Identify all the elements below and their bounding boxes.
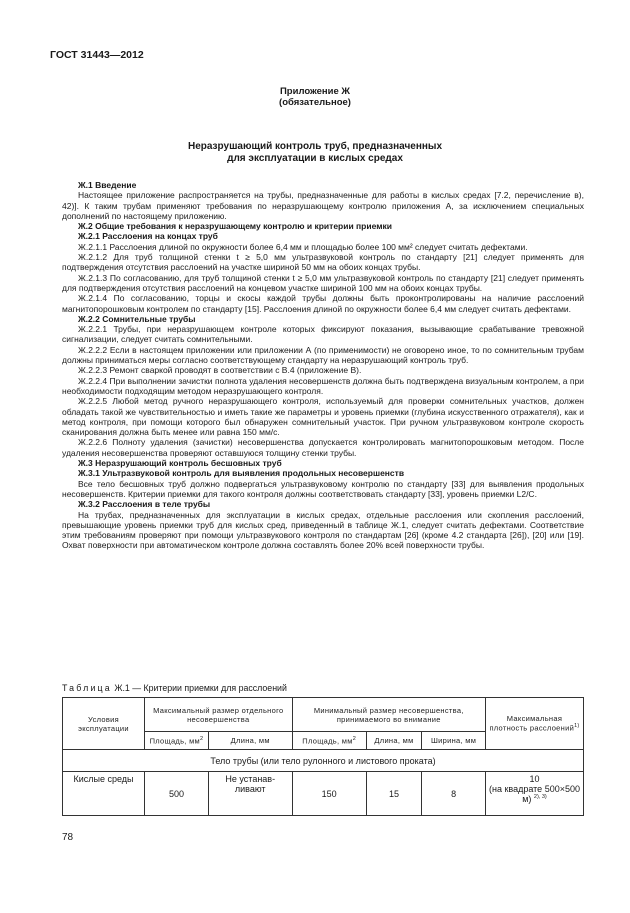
table-caption-prefix: Таблица [62,683,112,693]
cell-density-value: 10 [529,774,540,784]
col-density-footnote: 1) [574,723,580,730]
appendix-status: (обязательное) [279,97,351,108]
col-area2 [292,732,366,750]
paragraph: Ж.2.2.6 Полноту удаления (зачистки) несовершенства допускается контролировать магнитопорошковым методом. После удаления несовершенства проверяют оставшуюся толщину стенки трубы. [62,437,584,458]
paragraph: Ж.2.2.1 Трубы, при неразрушающем контроле которых фиксируют показания, вызывающие срабатывание тревожной сигнализации, следует считать сомнительными. [62,324,584,345]
col-density-label: Максимальная плотность расслоений [489,714,575,733]
cell-len2: 15 [366,772,421,816]
paragraph: Ж.2.1.1 Расслоения длиной по окружности более 6,4 мм и площадью более 100 мм² следует считать дефектами. [78,241,528,252]
paragraph: Ж.2.2.5 Любой метод ручного неразрушающего контроля, используемый для проверки сомнительных участков, должен обладать такой же чувствительностью и иметь такие же параметры и уровень приемки (глубина искусственного отражателя), как и метод контроля, при помощи которого был обнаружен сомнительный участок. При ручном ультразвуковом контроле скорость сканирования должна быть менее или равна 150 мм/с. [62,396,584,438]
cell-width: 8 [422,772,486,816]
page-number: 78 [62,832,74,843]
cell-area1: 500 [145,772,209,816]
paragraph: Все тело бесшовных труб должно подвергаться ультразвуковому контролю по стандарту [33] для выявления продольных несовершенств. Критерии приемки для такого контроля должны соответствовать стандарту [33], уровень приемки L2/C. [62,478,584,499]
cell-conditions: Кислые среды [63,772,145,816]
table-caption-text: Ж.1 — Критерии приемки для расслоений [111,683,287,693]
col-len1: Длина, мм [208,732,292,750]
col-area2-label: Площадь, мм [302,736,353,746]
paragraph: На трубах, предназначенных для эксплуатации в кислых средах, отдельные расслоения или скопления расслоений, превышающие уровень приемки труб для кислых сред, приведенный в таблице Ж.1, следует считать дефектами. Соответствие этим требованиям проверяют при помощи ультразвукового контроля по стандартам [26] (кроме 4.2 стандарта [26]), [20] или [19]. Охват поверхности при автоматическом контроле должна составлять более 20% всей поверхности трубы. [62,509,584,551]
heading: Ж.2.2 Сомнительные трубы [78,313,196,324]
appendix-title: Приложение Ж [279,86,351,97]
document-header: ГОСТ 31443—2012 [50,49,144,61]
col-area1-exp: 2 [200,735,204,742]
col-len2: Длина, мм [366,732,421,750]
col-area1 [145,732,209,750]
table-section-row: Тело трубы (или тело рулонного и листового проката) [63,750,584,772]
col-max-size: Максимальный размер отдельного несовершенства [145,698,293,732]
col-min-size: Минимальный размер несовершенства, принимаемого во внимание [292,698,485,732]
section-title-line2: для эксплуатации в кислых средах [227,153,403,164]
cell-density [486,772,584,816]
heading: Ж.3.2 Расслоения в теле трубы [78,499,211,510]
col-conditions: Условия эксплуатации [63,698,145,750]
col-density [486,698,584,750]
paragraph: Ж.2.2.3 Ремонт сваркой проводят в соответствии с В.4 (приложение В). [78,365,362,376]
cell-density-text-wrap [488,784,581,804]
cell-density-text: (на квадрате 500×500 м) [489,784,580,804]
col-width: Ширина, мм [422,732,486,750]
heading: Ж.2.1 Расслоения на концах труб [78,231,218,242]
paragraph: Настоящее приложение распространяется на трубы, предназначенные для работы в кислых средах [7.2, перечисление в), 42)]. К таким трубам применяют требования по неразрушающему контролю приложения А, за исключением специальных дополнений по настоящему приложению. [62,190,584,221]
cell-area2: 150 [292,772,366,816]
paragraph: Ж.2.2.4 При выполнении зачистки полнота удаления несовершенств должна быть подтверждена визуальным контролем, а при необходимости подходящим методом неразрушающего контроля. [62,375,584,396]
paragraph: Ж.2.1.2 Для труб толщиной стенки t ≥ 5,0 мм ультразвуковой контроль по стандарту [21] следует применять для подтверждения отсутствия расслоений на участке шириной 50 мм на обоих концах трубы. [62,252,584,273]
cell-density-footnote: 2), 3) [533,794,547,800]
paragraph: Ж.2.1.4 По согласованию, торцы и скосы каждой трубы должны быть проконтролированы на наличие расслоений магнитопорошковым контролем по стандарту [15]. Расслоения длиной по окружности более 6,4 мм следует считать дефектами. [62,293,584,314]
heading: Ж.3.1 Ультразвуковой контроль для выявления продольных несовершенств [78,468,405,479]
paragraph: Ж.2.1.3 По согласованию, для труб толщиной стенки t ≥ 5,0 мм ультразвуковой контроль по стандарту [21] следует применять для подтверждения отсутствия расслоений на концевом участке шириной 100 мм на обоих концах трубы. [62,272,584,293]
body-text [62,180,584,551]
heading: Ж.2 Общие требования к неразрушающему контролю и критерии приемки [78,221,392,232]
col-area2-exp: 2 [352,735,357,742]
cell-len1: Не устанав-ливают [208,772,292,816]
paragraph: Ж.2.2.2 Если в настоящем приложении или приложении А (по применимости) не оговорено иное, то по сомнительным трубам должны приниматься меры согласно соответствующему стандарту на неразрушающий контроль труб. [62,344,584,366]
heading: Ж.3 Неразрушающий контроль бесшовных труб [78,458,282,469]
section-title-line1: Неразрушающий контроль труб, предназначенных [187,141,443,152]
criteria-table [62,697,584,816]
col-area1-label: Площадь, мм [149,736,200,746]
table-caption [62,683,287,693]
heading: Ж.1 Введение [78,180,137,190]
